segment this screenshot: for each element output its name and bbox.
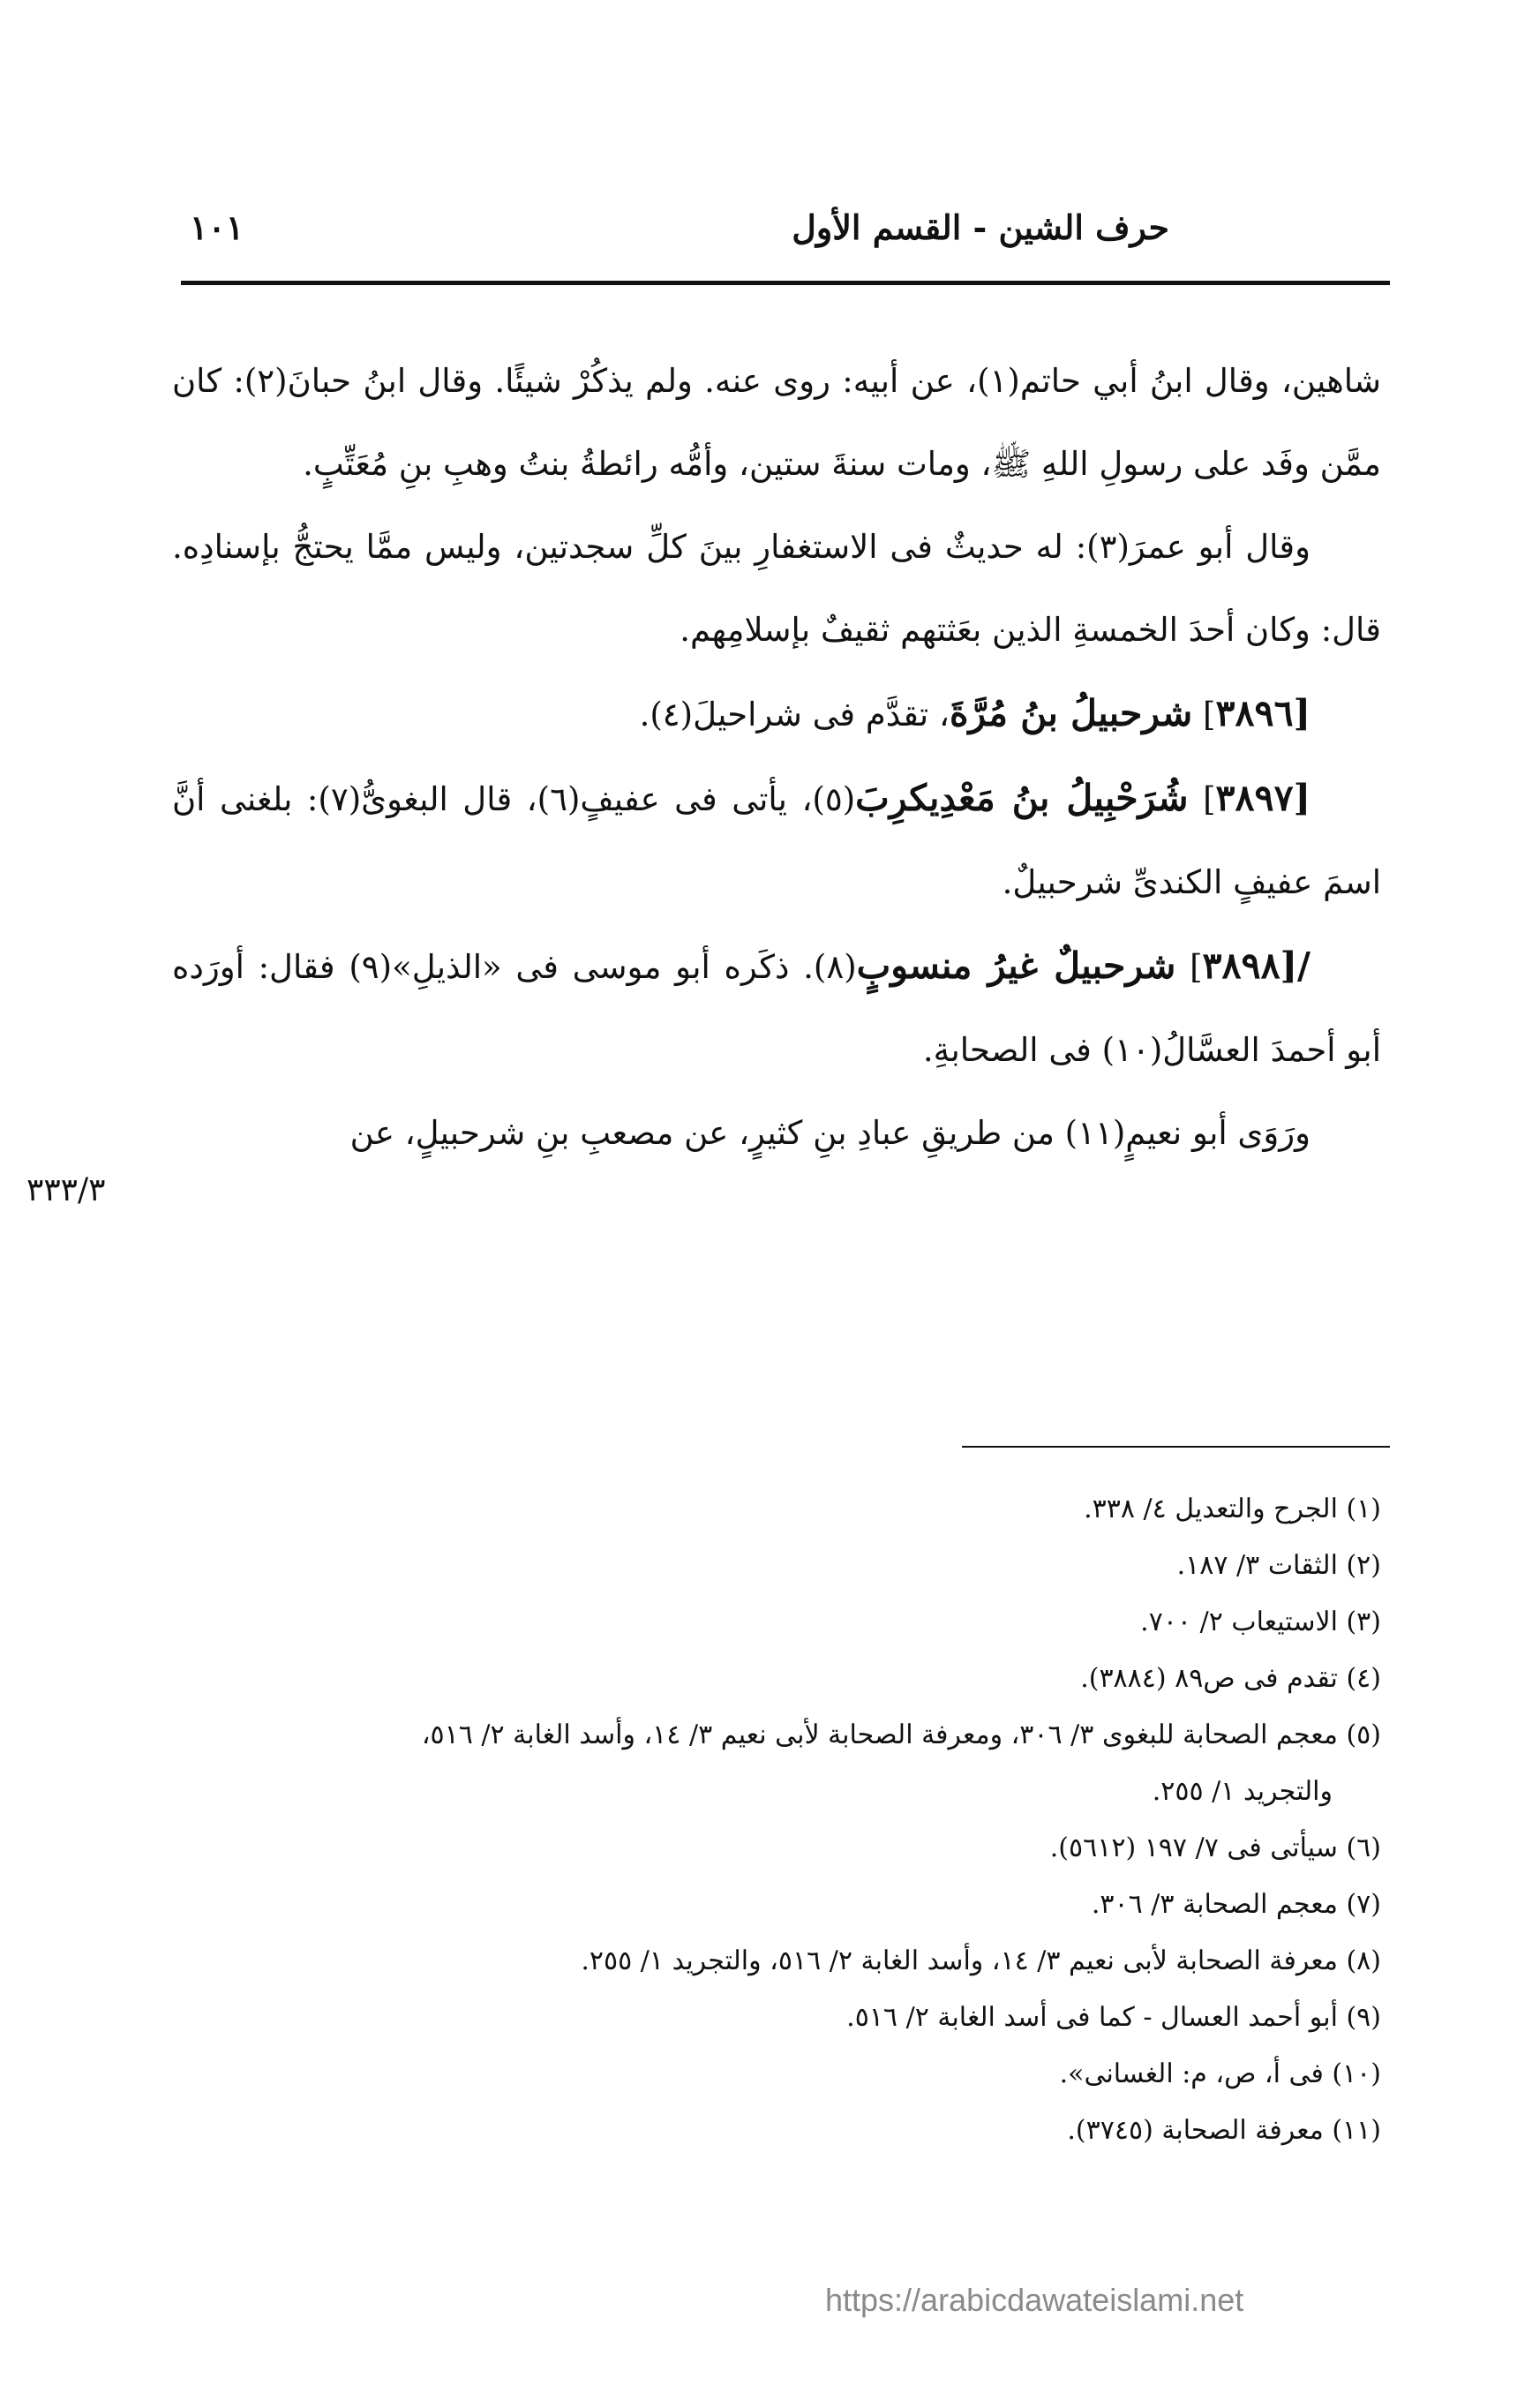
entry-3896: [٣٨٩٦] شرحبيلُ بنُ مُرَّةَ، تقدَّم فى شراحيلَ(٤). xyxy=(639,692,1310,734)
entry-name: شرحبيلٌ غيرُ منسوبٍ xyxy=(856,944,1176,987)
footnote-7: (٧) معجم الصحابة ٣/ ٣٠٦. xyxy=(1091,1889,1381,1920)
main-text xyxy=(172,340,1381,1175)
entry-3898: /[٣٨٩٨] شرحبيلٌ غيرُ منسوبٍ(٨). ذكَره أبو موسى فى «الذيلِ»(٩) فقال: أورَده أبو أحمدَ العسَّالُ(١٠) فى الصحابةِ. xyxy=(172,944,1381,1069)
margin-volume-reference: ٣٣٣/٣ xyxy=(26,1172,106,1208)
header-divider xyxy=(181,281,1390,285)
paragraph-2: وقال أبو عمرَ(٣): له حديثٌ فى الاستغفارِ بينَ كلِّ سجدتين، وليس ممَّا يحتجُّ بإسنادِه. قال: وكان أحدَ الخمسةِ الذين بعَثتهم ثقيفٌ بإسلامِهم. xyxy=(172,528,1381,649)
header-title: حرف الشين - القسم الأول xyxy=(792,207,1169,247)
watermark-url: https://arabicdawateislami.net xyxy=(825,2282,1244,2318)
entry-number: /[٣٨٩٨ xyxy=(1202,944,1310,987)
entry-text: ، تقدَّم فى شراحيلَ(٤). xyxy=(639,696,950,734)
footnotes xyxy=(172,1481,1381,2159)
page-number: ١٠١ xyxy=(190,207,244,247)
footnote-8: (٨) معرفة الصحابة لأبى نعيم ٣/ ١٤، وأسد الغابة ٢/ ٥١٦، والتجريد ١/ ٢٥٥. xyxy=(581,1945,1381,1976)
footnote-6: (٦) سيأتى فى ٧/ ١٩٧ (٥٦١٢). xyxy=(1049,1832,1381,1863)
footnote-5: (٥) معجم الصحابة للبغوى ٣/ ٣٠٦، ومعرفة الصحابة لأبى نعيم ٣/ ١٤، وأسد الغابة ٢/ ٥١٦، xyxy=(421,1719,1381,1750)
footnote-9: (٩) أبو أحمد العسال - كما فى أسد الغابة ٢/ ٥١٦. xyxy=(846,2002,1381,2033)
entry-name: شُرَحْبِيلُ بنُ مَعْدِيكرِبَ xyxy=(855,777,1189,819)
footnote-1: (١) الجرح والتعديل ٤/ ٣٣٨. xyxy=(1084,1494,1381,1524)
footnote-11: (١١) معرفة الصحابة (٣٧٤٥). xyxy=(1067,2115,1381,2146)
footnote-4: (٤) تقدم فى ص٨٩ (٣٨٨٤). xyxy=(1080,1663,1381,1694)
entry-name: شرحبيلُ بنُ مُرَّةَ xyxy=(949,692,1193,734)
footnote-3: (٣) الاستيعاب ٢/ ٧٠٠. xyxy=(1140,1607,1381,1637)
entry-number: [٣٨٩٧ xyxy=(1215,777,1311,819)
paragraph-1: شاهين، وقال ابنُ أبي حاتم(١)، عن أبيه: روى عنه. ولم يذكُرْ شيئًا. وقال ابنُ حبانَ(٢): كان ممَّن وفَد على رسولِ اللهِ ﷺ، ومات سنةَ ستين، وأمُّه رائطةُ بنتُ وهبِ بنِ مُعَتِّبٍ. xyxy=(172,362,1381,483)
entry-number: [٣٨٩٦ xyxy=(1215,692,1310,734)
entry-3897: [٣٨٩٧] شُرَحْبِيلُ بنُ مَعْدِيكرِبَ(٥)، يأتى فى عفيفٍ(٦)، قال البغوىُّ(٧): بلغنى أنَّ اسمَ عفيفٍ الكندىِّ شرحبيلٌ. xyxy=(172,777,1381,901)
footnote-divider xyxy=(962,1446,1390,1448)
footnote-5-continued: والتجريد ١/ ٢٥٥. xyxy=(1152,1776,1333,1807)
footnote-10: (١٠) فى أ، ص، م: الغسانى». xyxy=(1059,2058,1381,2089)
paragraph-last: ورَوَى أبو نعيمٍ(١١) من طريقِ عبادِ بنِ كثيرٍ، عن مصعبِ بنِ شرحبيلٍ، عن xyxy=(349,1114,1310,1152)
running-header xyxy=(181,207,1390,274)
entry-text: (٨). ذكَره أبو موسى فى «الذيلِ»(٩) فقال: أورَده أبو أحمدَ العسَّالُ(١٠) فى الصحابةِ. xyxy=(172,948,1381,1069)
entry-text: (٥)، يأتى فى عفيفٍ(٦)، قال البغوىُّ(٧): بلغنى أنَّ اسمَ عفيفٍ الكندىِّ شرحبيلٌ. xyxy=(172,780,1381,901)
footnote-2: (٢) الثقات ٣/ ١٨٧. xyxy=(1176,1550,1381,1581)
